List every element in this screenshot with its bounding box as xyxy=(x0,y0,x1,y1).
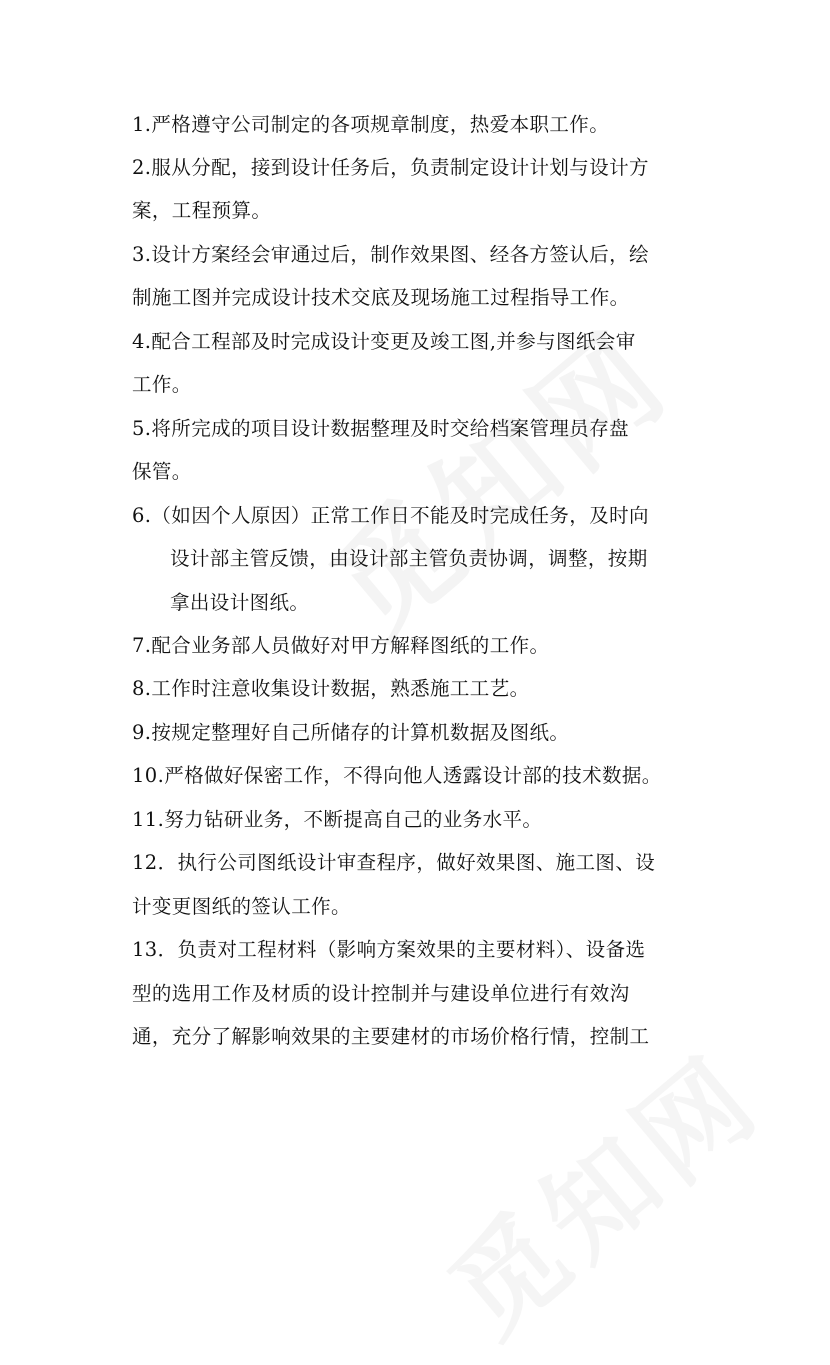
text-line: 9.按规定整理好自己所储存的计算机数据及图纸。 xyxy=(132,721,570,744)
text-line: 工作。 xyxy=(132,373,192,396)
text-line: 1.严格遵守公司制定的各项规章制度，热爱本职工作。 xyxy=(132,113,610,136)
text-line: 7.配合业务部人员做好对甲方解释图纸的工作。 xyxy=(132,634,550,657)
text-line: 通，充分了解影响效果的主要建材的市场价格行情，控制工 xyxy=(132,1025,650,1048)
text-line: 保管。 xyxy=(132,460,192,483)
text-line: 4.配合工程部及时完成设计变更及竣工图,并参与图纸会审 xyxy=(132,330,636,353)
text-line: 13．负责对工程材料（影响方案效果的主要材料）、设备选 xyxy=(132,938,646,961)
text-line: 3.设计方案经会审通过后，制作效果图、经各方签认后，绘 xyxy=(132,243,649,266)
text-line: 12．执行公司图纸设计审查程序，做好效果图、施工图、设 xyxy=(132,851,656,874)
watermark xyxy=(411,1013,788,1365)
text-line: 拿出设计图纸。 xyxy=(170,591,310,614)
text-line: 5.将所完成的项目设计数据整理及时交给档案管理员存盘 xyxy=(132,417,630,440)
text-line: 型的选用工作及材质的设计控制并与建设单位进行有效沟 xyxy=(132,982,630,1005)
text-line: 8.工作时注意收集设计数据，熟悉施工工艺。 xyxy=(132,677,530,700)
text-line: 设计部主管反馈，由设计部主管负责协调，调整，按期 xyxy=(170,547,648,570)
text-line: 2.服从分配，接到设计任务后，负责制定设计计划与设计方 xyxy=(132,156,649,179)
text-line: 6.（如因个人原因）正常工作日不能及时完成任务，及时向 xyxy=(132,504,649,527)
text-line: 10.严格做好保密工作，不得向他人透露设计部的技术数据。 xyxy=(132,764,662,787)
text-line: 计变更图纸的签认工作。 xyxy=(132,895,351,918)
text-line: 案，工程预算。 xyxy=(132,199,272,222)
text-line: 11.努力钻研业务，不断提高自己的业务水平。 xyxy=(132,808,543,831)
text-line: 制施工图并完成设计技术交底及现场施工过程指导工作。 xyxy=(132,286,630,309)
